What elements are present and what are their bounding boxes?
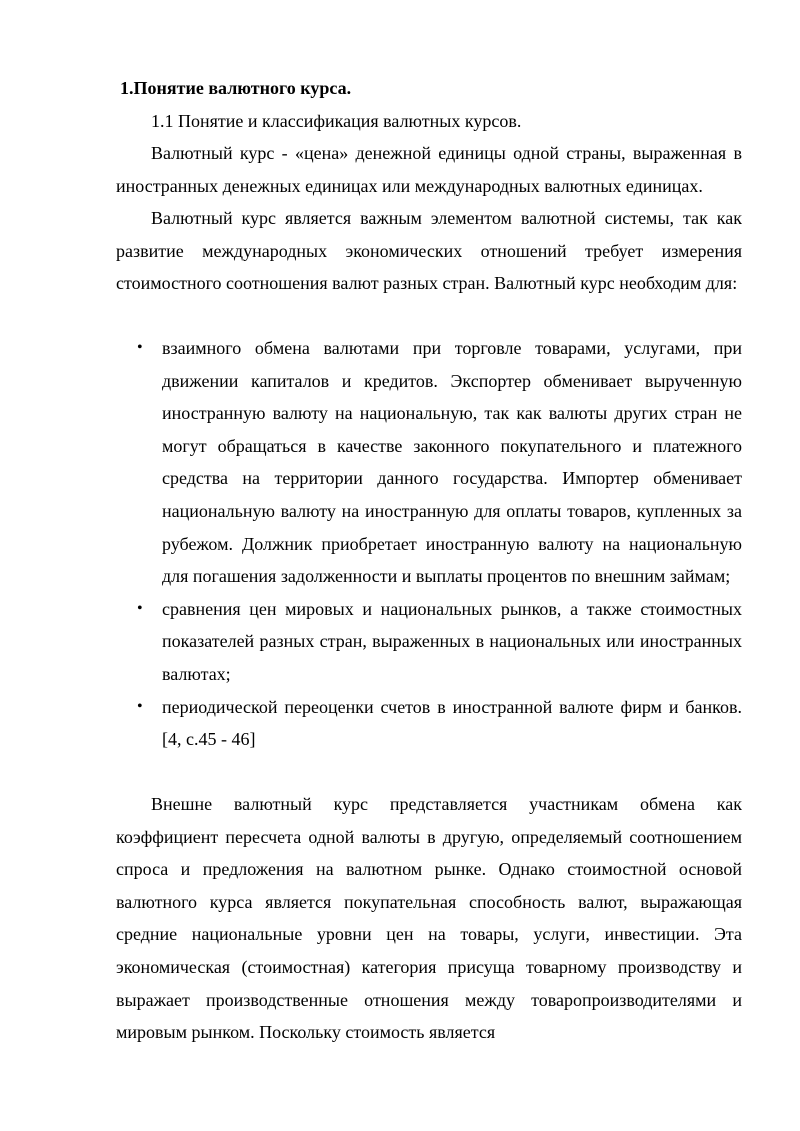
bullet-icon: •	[137, 339, 143, 356]
bullet-icon: •	[137, 697, 143, 715]
paragraph-definition: Валютный курс - «цена» денежной единицы одной страны, выраженная в иностранных денежных единицах или международных валютных единицах.	[116, 143, 742, 196]
list-item	[116, 691, 742, 756]
list-item	[116, 332, 742, 593]
bullet-icon: •	[137, 599, 143, 617]
subsection-heading: 1.1 Понятие и классификация валютных курсов.	[151, 111, 522, 131]
list-item-text: взаимного обмена валютами при торговле товарами, услугами, при движении капиталов и кредитов. Экспортер обменивает вырученную иностранную валюту на национальную, так как валюты других стран не могут обращаться в качестве законного покупательного и платежного средства на территории данного государства. Импортер обменивает национальную валюту на иностранную для оплаты товаров, купленных за рубежом. Должник приобретает иностранную валюту на национальную для погашения задолженности и выплаты процентов по внешним займам;	[162, 338, 742, 587]
purpose-list	[116, 332, 742, 756]
paragraph-closing: Внешне валютный курс представляется участникам обмена как коэффициент пересчета одной валюты в другую, определяемый соотношением спроса и предложения на валютном рынке. Однако стоимостной основой валютного курса является покупательная способность валют, выражающая средние национальные уровни цен на товары, услуги, инвестиции. Эта экономическая (стоимостная) категория присуща товарному производству и выражает производственные отношения между товаропроизводителями и мировым рынком. Поскольку стоимость является	[116, 794, 742, 1043]
paragraph-importance: Валютный курс является важным элементом валютной системы, так как развитие международных экономических отношений требует измерения стоимостного соотношения валют разных стран. Валютный курс необходим для:	[116, 208, 742, 294]
list-item-text: периодической переоценки счетов в иностранной валюте фирм и банков. [4, с.45 - 46]	[162, 696, 742, 750]
list-item	[116, 593, 742, 691]
section-heading: 1.Понятие валютного курса.	[120, 78, 352, 98]
list-item-text: сравнения цен мировых и национальных рынков, а также стоимостных показателей разных стран, выраженных в национальных или иностранных валютах;	[162, 598, 742, 684]
